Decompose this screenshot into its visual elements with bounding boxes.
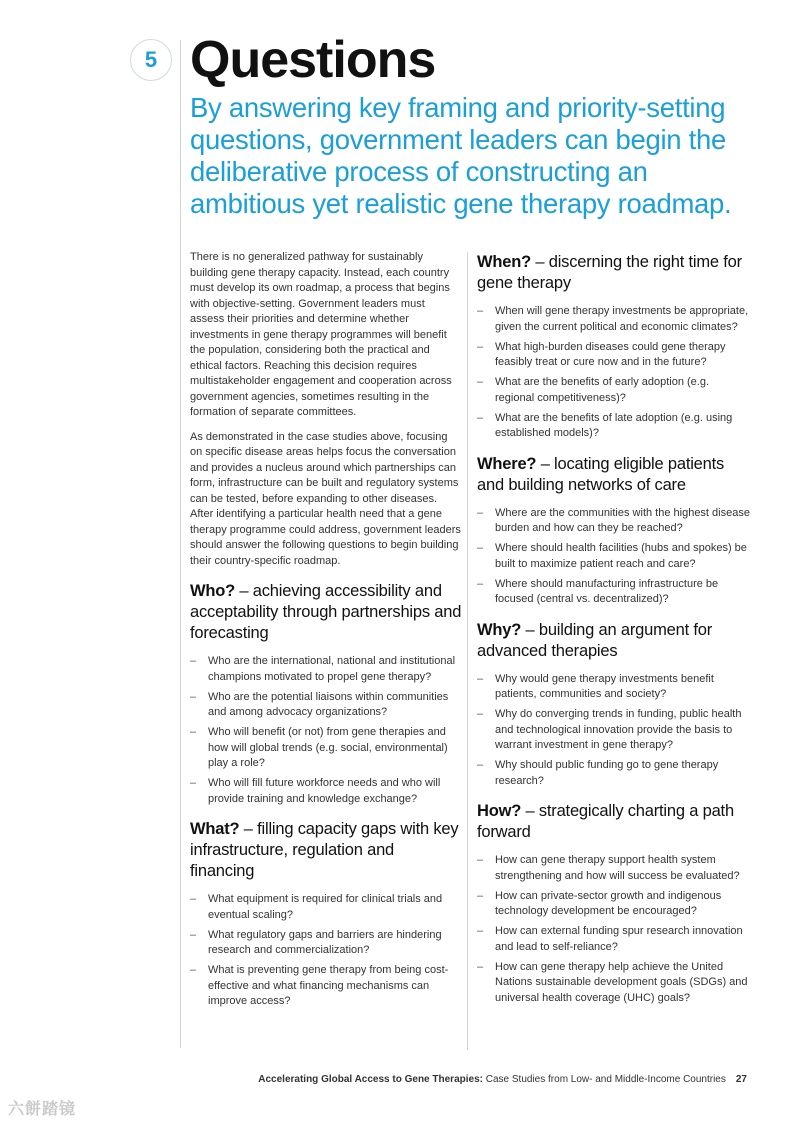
right-column [477,252,751,1014]
question-list-when [477,304,751,442]
intro-paragraph: There is no generalized pathway for sustainably building gene therapy capacity. Instead, each country must develop its own roadmap, a process that begins with objective-setting. Government leaders must assess their priorities and determine whether investments in gene therapy programmes will benefit the population, considering both the practical and ethical factors. Reaching this decision requires multistakeholder engagement and cooperation across government agencies, sometimes resulting in the formation of separate committees. [190,251,452,418]
section-number-badge [130,39,172,81]
footer-report-subtitle: Case Studies from Low- and Middle-Income Countries [482,1074,726,1085]
section-heading-when: When? – discerning the right time for gene therapy [477,253,742,292]
list-item: – What are the benefits of late adoption (e.g. using established models)? [477,411,751,442]
list-item: – Why do converging trends in funding, public health and technological innovation provide the basis to warrant investment in gene therapy? [477,707,751,754]
list-item: – Why would gene therapy investments benefit patients, communities and society? [477,672,751,703]
list-item: – How can gene therapy support health system strengthening and how will success be evaluated? [477,853,751,884]
intro-paragraph: As demonstrated in the case studies above, focusing on specific disease areas helps focus the conversation and provides a nucleus around which partnerships can form, infrastructure can be built and regulatory systems can be tested, before expanding to other diseases. After identifying a particular health need that a gene therapy programme could address, government leaders should answer the following questions to begin building their country-specific roadmap. [190,430,461,567]
page-footer [258,1074,747,1085]
footer-report-title: Accelerating Global Access to Gene Therapies: [258,1074,483,1085]
list-item: – What high-burden diseases could gene therapy feasibly treat or cure now and in the future? [477,340,751,371]
list-item: – Who will benefit (or not) from gene therapies and how will global trends (e.g. social, environmental) play a role? [190,725,462,772]
list-item: – Who are the international, national and institutional champions motivated to propel gene therapy? [190,654,462,685]
list-item: – Why should public funding go to gene therapy research? [477,758,751,789]
page-title: Questions [190,31,436,89]
page-subtitle: By answering key framing and priority-setting questions, government leaders can begin the deliberative process of constructing an ambitious yet realistic gene therapy roadmap. [190,92,732,219]
section-heading-where: Where? – locating eligible patients and building networks of care [477,454,725,494]
list-item: – Who will fill future workforce needs and who will provide training and knowledge exchange? [190,776,462,807]
column-divider [467,252,468,1050]
section-heading-who: Who? – achieving accessibility and acceptability through partnerships and forecasting [190,582,462,642]
watermark: 六餅踏镜 [8,1101,77,1118]
question-list-how [477,853,751,1006]
list-item: – How can external funding spur research innovation and lead to self-reliance? [477,924,751,955]
question-list-who [190,654,462,807]
list-item: – How can gene therapy help achieve the United Nations sustainable development goals (SDGs) and universal health coverage (UHC) goals? [477,960,751,1007]
list-item: – What is preventing gene therapy from being cost-effective and what financing mechanisms can improve access? [190,963,462,1010]
list-item: – Who are the potential liaisons within communities and among advocacy organizations? [190,690,462,721]
question-list-where [477,506,751,608]
list-item: – What regulatory gaps and barriers are hindering research and commercialization? [190,928,462,959]
section-number: 5 [144,47,158,72]
question-list-what [190,892,462,1010]
list-item: – Where should health facilities (hubs and spokes) be built to maximize patient reach and care? [477,541,751,572]
section-heading-how: How? – strategically charting a path forward [477,802,734,841]
list-item: – What equipment is required for clinical trials and eventual scaling? [190,892,462,923]
section-heading-what: What? – filling capacity gaps with key infrastructure, regulation and financing [190,820,459,880]
list-item: – What are the benefits of early adoption (e.g. regional competitiveness)? [477,375,751,406]
question-list-why [477,672,751,790]
list-item: – When will gene therapy investments be appropriate, given the current political and economic climates? [477,304,751,335]
list-item: – Where are the communities with the highest disease burden and how can they be reached? [477,506,751,537]
list-item: – How can private-sector growth and indigenous technology development be encouraged? [477,889,751,920]
list-item: – Where should manufacturing infrastructure be focused (central vs. decentralized)? [477,577,751,608]
left-column [190,250,462,1018]
section-heading-why: Why? – building an argument for advanced therapies [477,620,713,660]
page-number: 27 [735,1074,747,1085]
left-divider [180,40,181,1048]
